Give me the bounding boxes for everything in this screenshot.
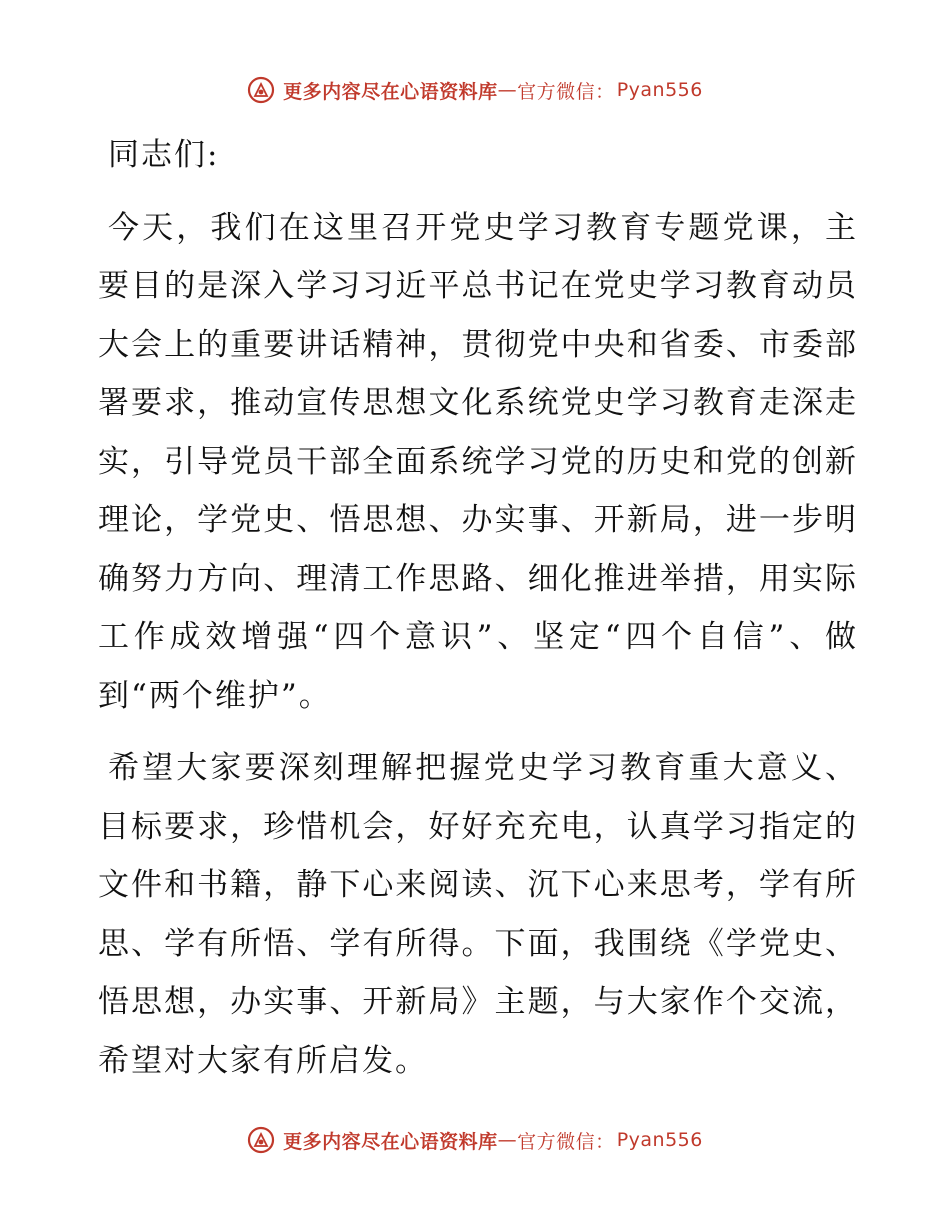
watermark-main-text: 更多内容尽在心语资料库 [283,80,498,103]
watermark-main-text: 更多内容尽在心语资料库 [283,1130,498,1153]
watermark-wechat-label: 官方微信： [517,80,615,103]
document-body [98,120,858,1104]
footer-watermark [0,1120,950,1160]
brand-logo-icon [247,76,275,104]
watermark-dash: — [497,79,518,101]
greeting: 同志们: [108,137,220,173]
watermark-wechat-id: Pyan556 [616,1129,703,1151]
paragraph: 希望大家要深刻理解把握党史学习教育重大意义、目标要求，珍惜机会，好好充充电，认真学习指定的文件和书籍，静下心来阅读、沉下心来思考，学有所思、学有所悟、学有所得。下面，我围绕《学党史、悟思想，办实事、开新局》主题，与大家作个交流，希望对大家有所启发。 [98,750,858,1079]
watermark-dash: — [497,1129,518,1151]
watermark-wechat-id: Pyan556 [616,79,703,101]
brand-logo-icon [247,1126,275,1154]
watermark-wechat-label: 官方微信： [517,1130,615,1153]
paragraph: 今天，我们在这里召开党史学习教育专题党课，主要目的是深入学习习近平总书记在党史学习教育动员大会上的重要讲话精神，贯彻党中央和省委、市委部署要求，推动宣传思想文化系统党史学习教育走深走实，引导党员干部全面系统学习党的历史和党的创新理论，学党史、悟思想、办实事、开新局，进一步明确努力方向、理清工作思路、细化推进举措，用实际工作成效增强“四个意识”、坚定“四个自信”、做到“两个维护”。 [98,209,858,714]
header-watermark [0,70,950,110]
